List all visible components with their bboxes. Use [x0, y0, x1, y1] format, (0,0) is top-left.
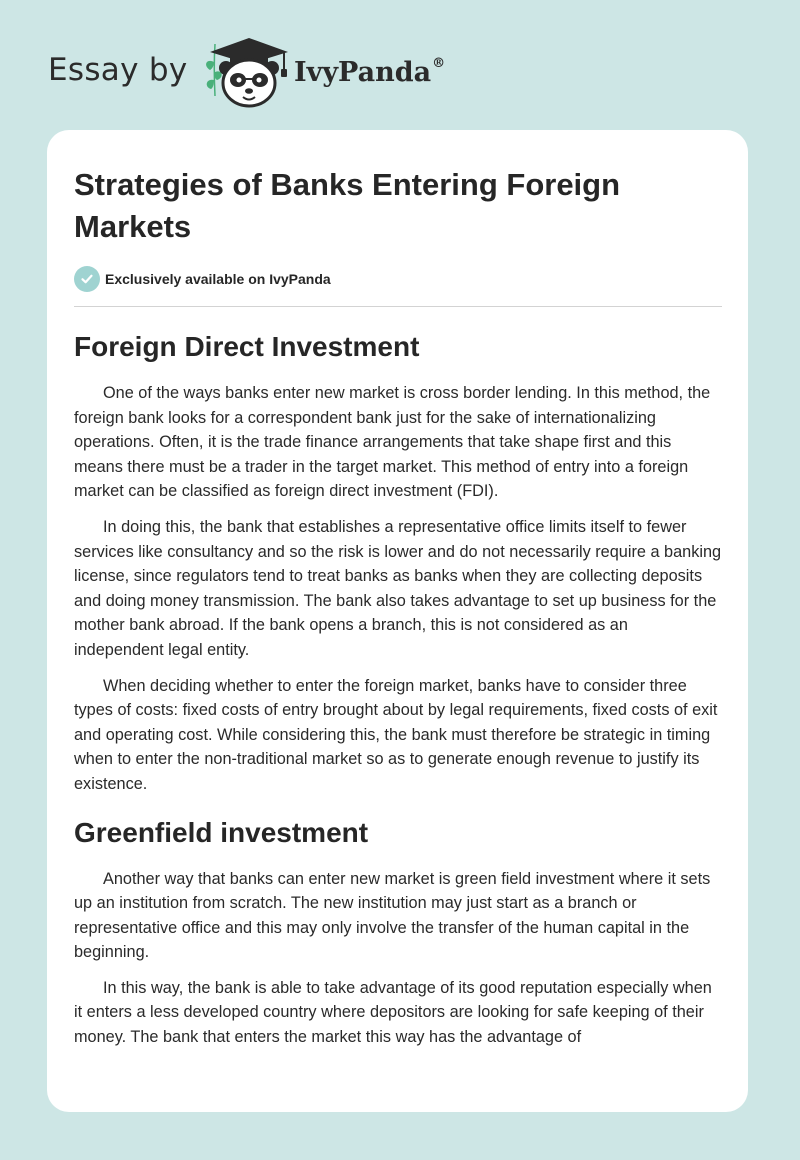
essay-title: Strategies of Banks Entering Foreign Markets: [74, 167, 621, 244]
registered-mark: ®: [432, 56, 446, 71]
badge-label: Exclusively available on IvyPanda: [105, 271, 331, 287]
panda-graduation-cap-icon: [206, 36, 292, 108]
essay-content: [74, 164, 722, 1061]
exclusive-badge: [74, 266, 722, 292]
divider: [74, 306, 722, 307]
paragraph: In doing this, the bank that establishes a representative office limits itself to fewer services like consultancy and so the risk is lower and do not necessarily require a banking license, since regulators tend to treat banks as banks when they are collecting deposits and doing money transmission. The bank also takes advantage to set up business for the mother bank abroad. If the bank opens a branch, this is not considered as an independent legal entity.: [74, 517, 722, 659]
section-heading: Foreign Direct Investment: [74, 331, 420, 362]
section-heading: Greenfield investment: [74, 816, 369, 848]
paragraph: In this way, the bank is able to take advantage of its good reputation especially when it enters a less developed country where depositors are looking for safe keeping of their money. The bank that enters the market this way has the advantage of: [74, 978, 712, 1047]
brand-prefix: Essay by: [48, 52, 188, 88]
paragraph: When deciding whether to enter the foreign market, banks have to consider three types of costs: fixed costs of entry brought about by legal requirements, fixed costs of exit and operating cost. While considering this, the bank must therefore be strategic in timing when to enter the non-traditional market so as to generate enough revenue to justify its existence.: [74, 676, 718, 793]
brand-logo[interactable]: [48, 36, 508, 108]
section-foreign-direct-investment: [74, 329, 722, 797]
brand-name: [294, 56, 445, 88]
section-greenfield-investment: [74, 815, 722, 1050]
brand-name-text: IvyPanda: [294, 57, 432, 88]
essay-card: [47, 130, 748, 1112]
check-circle-icon: [74, 266, 100, 292]
paragraph: Another way that banks can enter new market is green field investment where it sets up an institution from scratch. The new institution may just start as a branch or representative office and this may only involve the transfer of the human capital in the beginning.: [74, 869, 711, 962]
paragraph: One of the ways banks enter new market is cross border lending. In this method, the foreign bank looks for a correspondent bank just for the sake of internationalizing operations. Often, it is the trade finance arrangements that take shape first and this means there must be a trader in the target market. This method of entry into a foreign market can be classified as foreign direct investment (FDI).: [74, 384, 711, 501]
